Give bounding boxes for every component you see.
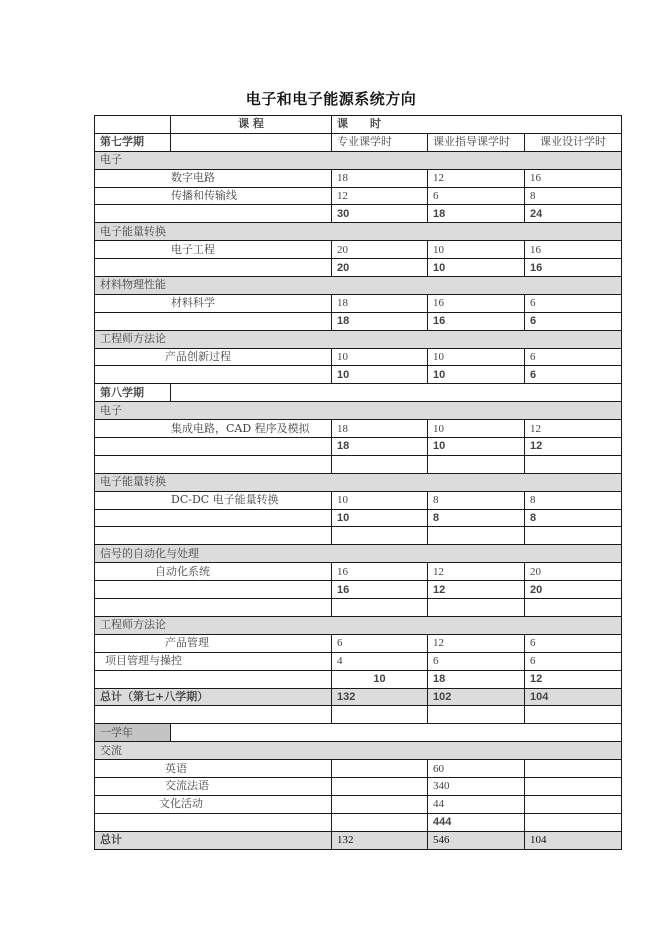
semester8-label: 第八学期	[95, 384, 171, 402]
subtotal-tutoring: 16	[428, 312, 525, 330]
subtotal-blank	[95, 259, 332, 277]
group-row	[95, 473, 622, 491]
subtotal-blank	[95, 438, 332, 456]
header-course: 课 程	[171, 116, 332, 134]
subtotal-professional: 18	[332, 312, 428, 330]
group-label: 工程师方法论	[95, 616, 622, 634]
hours-design: 20	[525, 563, 622, 581]
grand-total-design: 104	[525, 831, 622, 849]
col-header-design: 课业设计学时	[525, 133, 622, 151]
empty-cell	[95, 527, 332, 545]
hours-design: 6	[525, 348, 622, 366]
subtotal-design	[525, 813, 622, 831]
hours-professional	[332, 760, 428, 778]
course-name: 电子工程	[95, 241, 332, 259]
group-row	[95, 616, 622, 634]
header-hours: 课 时	[332, 116, 622, 134]
hours-design: 8	[525, 187, 622, 205]
hours-design: 6	[525, 652, 622, 670]
hours-professional	[332, 795, 428, 813]
group-row	[95, 545, 622, 563]
subtotal-professional: 18	[332, 438, 428, 456]
grand-total-row	[95, 831, 622, 849]
empty-row	[95, 706, 622, 724]
empty-cell	[332, 455, 428, 473]
subtotal-design: 12	[525, 670, 622, 688]
empty-cell	[525, 706, 622, 724]
grand-total-tutoring: 546	[428, 831, 525, 849]
subtotal-blank	[95, 205, 332, 223]
hours-professional: 6	[332, 634, 428, 652]
hours-tutoring: 6	[428, 187, 525, 205]
semester-total-label: 总计（第七+八学期）	[95, 688, 332, 706]
empty-cell	[95, 706, 332, 724]
subtotal-row	[95, 205, 622, 223]
subtotal-design: 16	[525, 259, 622, 277]
subtotal-design: 6	[525, 366, 622, 384]
hours-tutoring: 10	[428, 241, 525, 259]
group-row	[95, 402, 622, 420]
empty-cell	[428, 455, 525, 473]
total-tutoring: 102	[428, 688, 525, 706]
total-professional: 132	[332, 688, 428, 706]
subtotal-row	[95, 438, 622, 456]
hours-design	[525, 795, 622, 813]
subtotal-professional	[332, 813, 428, 831]
hours-design: 6	[525, 634, 622, 652]
hours-professional	[332, 777, 428, 795]
hours-professional: 16	[332, 563, 428, 581]
course-name: 项目管理与操控	[95, 652, 332, 670]
subtotal-design: 6	[525, 312, 622, 330]
hours-tutoring: 44	[428, 795, 525, 813]
header-blank	[95, 116, 171, 134]
semester7-blank	[171, 133, 332, 151]
subtotal-blank	[95, 509, 332, 527]
subtotal-row	[95, 366, 622, 384]
hours-professional: 20	[332, 241, 428, 259]
hours-professional: 10	[332, 491, 428, 509]
subtotal-tutoring: 444	[428, 813, 525, 831]
subtotal-row	[95, 813, 622, 831]
hours-professional: 10	[332, 348, 428, 366]
empty-cell	[332, 706, 428, 724]
subtotal-blank	[95, 581, 332, 599]
empty-cell	[428, 706, 525, 724]
course-row	[95, 760, 622, 778]
course-name: 集成电路，CAD 程序及模拟	[95, 420, 332, 438]
subtotal-row	[95, 581, 622, 599]
subtotal-professional: 10	[332, 366, 428, 384]
course-name: 交流法语	[95, 777, 332, 795]
group-label: 电子	[95, 151, 622, 169]
subtotal-professional: 10	[332, 509, 428, 527]
subtotal-design: 20	[525, 581, 622, 599]
course-name: 数字电路	[95, 169, 332, 187]
group-row	[95, 223, 622, 241]
hours-tutoring: 340	[428, 777, 525, 795]
document-title: 电子和电子能源系统方向	[245, 90, 417, 108]
group-label: 工程师方法论	[95, 330, 622, 348]
course-row	[95, 169, 622, 187]
year1-label: 一学年	[95, 724, 171, 742]
empty-cell	[95, 599, 332, 617]
hours-design	[525, 777, 622, 795]
empty-row	[95, 455, 622, 473]
course-row	[95, 294, 622, 312]
subtotal-tutoring: 10	[428, 259, 525, 277]
hours-tutoring: 8	[428, 491, 525, 509]
group-row	[95, 742, 622, 760]
subtotal-blank	[95, 670, 332, 688]
group-label: 材料物理性能	[95, 277, 622, 295]
course-row	[95, 491, 622, 509]
hours-design: 8	[525, 491, 622, 509]
subtotal-row	[95, 259, 622, 277]
hours-professional: 18	[332, 294, 428, 312]
hours-tutoring: 12	[428, 169, 525, 187]
empty-cell	[332, 527, 428, 545]
semester8-blank	[171, 384, 622, 402]
grand-total-professional: 132	[332, 831, 428, 849]
subtotal-blank	[95, 312, 332, 330]
course-name: 英语	[95, 760, 332, 778]
subtotal-tutoring: 10	[428, 438, 525, 456]
subtotal-professional: 30	[332, 205, 428, 223]
subtotal-tutoring: 12	[428, 581, 525, 599]
subtotal-design: 8	[525, 509, 622, 527]
grand-total-label: 总计	[95, 831, 332, 849]
empty-cell	[332, 599, 428, 617]
course-name: 文化活动	[95, 795, 332, 813]
course-name: 产品管理	[95, 634, 332, 652]
course-row	[95, 795, 622, 813]
empty-cell	[525, 599, 622, 617]
year1-row	[95, 724, 622, 742]
year1-blank	[171, 724, 622, 742]
group-label: 交流	[95, 742, 622, 760]
course-name: 传播和传输线	[95, 187, 332, 205]
course-row	[95, 634, 622, 652]
col-header-professional: 专业课学时	[332, 133, 428, 151]
hours-tutoring: 6	[428, 652, 525, 670]
hours-tutoring: 12	[428, 563, 525, 581]
hours-tutoring: 16	[428, 294, 525, 312]
hours-tutoring: 10	[428, 348, 525, 366]
subtotal-row	[95, 509, 622, 527]
hours-tutoring: 60	[428, 760, 525, 778]
hours-design: 16	[525, 169, 622, 187]
group-row	[95, 330, 622, 348]
subtotal-row	[95, 312, 622, 330]
semester8-row	[95, 384, 622, 402]
hours-design: 16	[525, 241, 622, 259]
group-label: 电子能量转换	[95, 223, 622, 241]
empty-cell	[95, 455, 332, 473]
subtotal-design: 12	[525, 438, 622, 456]
course-row	[95, 563, 622, 581]
hours-design: 12	[525, 420, 622, 438]
course-name: 自动化系统	[95, 563, 332, 581]
subtotal-row	[95, 670, 622, 688]
subtotal-professional: 16	[332, 581, 428, 599]
hours-professional: 18	[332, 420, 428, 438]
empty-row	[95, 527, 622, 545]
hours-design	[525, 760, 622, 778]
course-row	[95, 777, 622, 795]
group-label: 电子能量转换	[95, 473, 622, 491]
hours-professional: 18	[332, 169, 428, 187]
group-row	[95, 277, 622, 295]
subtotal-tutoring: 8	[428, 509, 525, 527]
header-row	[95, 116, 622, 134]
subtotal-tutoring: 10	[428, 366, 525, 384]
empty-cell	[525, 455, 622, 473]
semester-total-row	[95, 688, 622, 706]
course-row	[95, 420, 622, 438]
course-row	[95, 652, 622, 670]
hours-tutoring: 12	[428, 634, 525, 652]
hours-tutoring: 10	[428, 420, 525, 438]
subtotal-tutoring: 18	[428, 670, 525, 688]
subtotal-design: 24	[525, 205, 622, 223]
subtotal-tutoring: 18	[428, 205, 525, 223]
total-design: 104	[525, 688, 622, 706]
course-name: 产品创新过程	[95, 348, 332, 366]
course-row	[95, 187, 622, 205]
empty-row	[95, 599, 622, 617]
empty-cell	[428, 527, 525, 545]
hours-professional: 12	[332, 187, 428, 205]
col-header-tutoring: 课业指导课学时	[428, 133, 525, 151]
hours-design: 6	[525, 294, 622, 312]
course-row	[95, 241, 622, 259]
subtotal-professional: 20	[332, 259, 428, 277]
curriculum-table	[94, 115, 622, 850]
hours-professional: 4	[332, 652, 428, 670]
course-name: 材料科学	[95, 294, 332, 312]
course-row	[95, 348, 622, 366]
group-label: 电子	[95, 402, 622, 420]
empty-cell	[428, 599, 525, 617]
subtotal-professional: 10	[332, 670, 428, 688]
group-row	[95, 151, 622, 169]
subtotal-blank	[95, 366, 332, 384]
empty-cell	[525, 527, 622, 545]
semester7-row	[95, 133, 622, 151]
semester7-label: 第七学期	[95, 133, 171, 151]
course-name: DC-DC 电子能量转换	[95, 491, 332, 509]
group-label: 信号的自动化与处理	[95, 545, 622, 563]
subtotal-blank	[95, 813, 332, 831]
